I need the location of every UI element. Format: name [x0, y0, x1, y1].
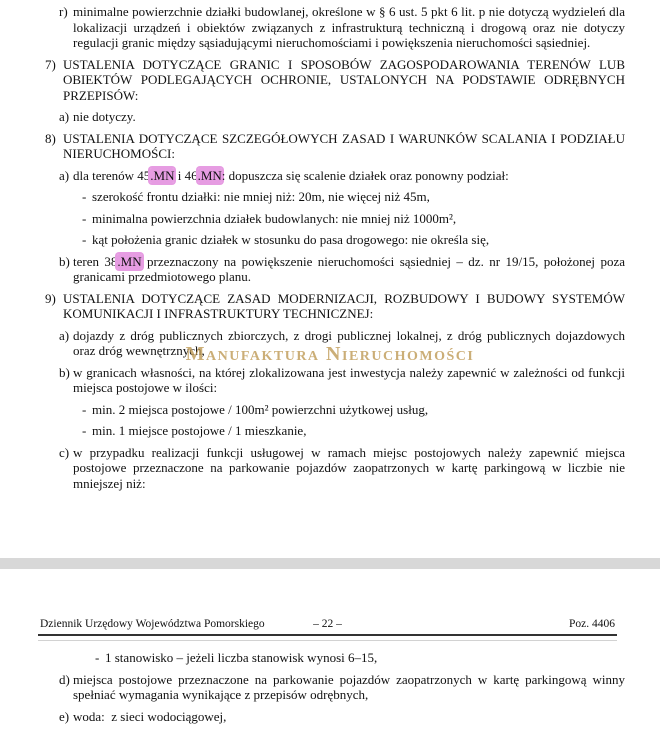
- page2-content: [0, 650, 660, 730]
- page1-content: [45, 0, 625, 491]
- item-label: b): [59, 364, 70, 380]
- section-heading: [45, 131, 625, 162]
- item-label: b): [59, 253, 70, 269]
- highlight-mn: .MN: [150, 167, 175, 183]
- text-segment: USTALENIA DOTYCZĄCE SZCZEGÓŁOWYCH ZASAD I WARUNKÓW SCALANIA I PODZIAŁU NIERUCHOMOŚCI:: [63, 130, 625, 161]
- item-label: -: [82, 232, 87, 247]
- dash-item: [82, 423, 625, 439]
- page2-inner: [45, 650, 625, 724]
- text-segment: 1 stanowisko – jeżeli liczba stanowisk wynosi 6–15,: [105, 650, 378, 665]
- highlight-mn: .MN: [117, 253, 142, 269]
- text-segment: min. 2 miejsca postojowe / 100m² powierzchni użytkowej usług,: [92, 401, 429, 417]
- text-segment: USTALENIA DOTYCZĄCE GRANIC I SPOSOBÓW ZAGOSPODAROWANIA TERENÓW LUB OBIEKTÓW PODLEGAJĄCYCH OCHRONIE, USTALONYCH NA PODSTAWIE ODRĘBNYCH PRZEPISÓW:: [63, 56, 625, 103]
- item-label: c): [59, 444, 70, 460]
- watermark: Manufaktura Nieruchomości: [185, 343, 475, 365]
- section-heading: [45, 291, 625, 322]
- letter-item: [59, 168, 625, 184]
- item-label: -: [95, 650, 100, 665]
- text-segment: miejsca postojowe przeznaczone na parkowanie pojazdów zaopatrzonych w kartę parkingową winny spełniać wymagania wynikające z przepisów odrębnych,: [73, 671, 625, 702]
- text-segment: w przypadku realizacji funkcji usługowej w ramach miejsc postojowych należy zapewnić miejsca postojowe przeznaczone na parkowanie pojazdów zaopatrzonych w kartę parkingową w liczbie nie mniejszej niż:: [73, 444, 625, 491]
- text-segment: min. 1 miejsce postojowe / 1 mieszkanie,: [92, 423, 307, 438]
- text-segment: szerokość frontu działki: nie mniej niż: 20m, nie więcej niż 45m,: [92, 189, 430, 204]
- text-segment: USTALENIA DOTYCZĄCE ZASAD MODERNIZACJI, ROZBUDOWY I BUDOWY SYSTEMÓW KOMUNIKACJI I INFRASTRUKTURY TECHNICZNEJ:: [63, 290, 625, 321]
- item-label: 9): [45, 290, 56, 306]
- item-label: d): [59, 671, 70, 687]
- letter-item: [59, 109, 625, 125]
- text-segment: w granicach własności, na której zlokalizowana jest inwestycja należy zapewnić w zależności od funkcji miejsca postojowe w ilości:: [73, 364, 625, 395]
- highlight-mn: .MN: [197, 167, 222, 183]
- item-label: -: [82, 423, 87, 438]
- text-segment: i 46: [174, 167, 198, 183]
- item-label: -: [82, 401, 87, 417]
- footer-page-number: – 22 –: [313, 618, 342, 630]
- item-label: -: [82, 189, 87, 204]
- text-segment: minimalna powierzchnia działek budowlanych: nie mniej niż 1000m²,: [92, 210, 457, 226]
- text-segment: przeznaczony na powiększenie nieruchomości sąsiedniej – dz. nr 19/15, położonej poza granicami przedmiotowego planu.: [73, 253, 625, 284]
- text-segment: : dopuszcza się scalenie działek oraz ponowny podział:: [221, 167, 509, 183]
- letter-item: [59, 445, 625, 492]
- dash-item: [82, 402, 625, 418]
- text-segment: minimalne powierzchnie działki budowlanej, określone w § 6 ust. 5 pkt 6 lit. p nie dotyczą wydzieleń dla lokalizacji urządzeń i obiektów związanych z infrastrukturą techniczną i drogową oraz nie dotyczy regulacji granic między sąsiadującymi nieruchomościami i powiększenia nieruchomości sąsiedniej.: [73, 4, 625, 50]
- page-separator: [0, 558, 660, 569]
- dash-item: [82, 189, 625, 205]
- text-segment: kąt położenia granic działek w stosunku do pasa drogowego: nie określa się,: [92, 232, 490, 247]
- letter-item: [59, 709, 625, 725]
- letter-item: [59, 254, 625, 285]
- footer-rule: [38, 634, 617, 636]
- letter-item: [59, 328, 625, 359]
- footer-position-number: Poz. 4406: [569, 618, 615, 630]
- text-segment: nie dotyczy.: [73, 109, 136, 124]
- item-label: e): [59, 708, 70, 724]
- item-label: a): [59, 167, 70, 183]
- letter-item: [59, 365, 625, 396]
- item-label: 8): [45, 130, 56, 146]
- text-segment: teren 38: [73, 253, 118, 269]
- dash-item: [95, 650, 625, 666]
- letter-item: [59, 672, 625, 703]
- item-label: a): [59, 109, 70, 124]
- letter-item: [59, 4, 625, 51]
- footer-rule-shadow: [38, 640, 617, 641]
- item-label: -: [82, 210, 87, 226]
- dash-item: [82, 211, 625, 227]
- item-label: a): [59, 327, 70, 343]
- section-heading: [45, 57, 625, 104]
- item-label: r): [59, 4, 68, 19]
- text-segment: dojazdy z dróg publicznych zbiorczych, z drogi publicznej lokalnej, z dróg publicznych dojazdowych oraz dróg wewnętrznych,: [73, 327, 625, 358]
- footer-journal-title: Dziennik Urzędowy Województwa Pomorskiego: [40, 618, 265, 630]
- item-label: 7): [45, 56, 56, 72]
- text-segment: woda: z sieci wodociągowej,: [73, 708, 227, 724]
- dash-item: [82, 232, 625, 248]
- text-segment: dla terenów 45: [73, 167, 151, 183]
